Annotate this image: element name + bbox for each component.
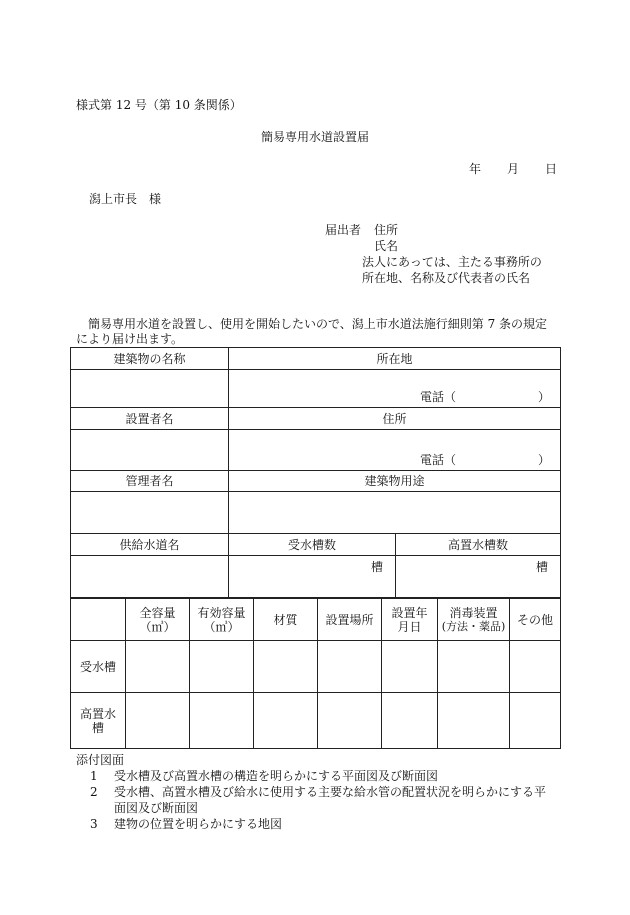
elevated-tank-unit: 槽 — [536, 560, 549, 574]
location-cell[interactable] — [229, 370, 561, 408]
elevated-total-capacity-cell[interactable] — [126, 693, 190, 749]
attachment-3-text: 建物の位置を明らかにする地図 — [114, 817, 283, 831]
building-name-header: 建築物の名称 — [71, 348, 229, 370]
elevated-location-cell[interactable] — [318, 693, 382, 749]
receiving-tank-row-label: 受水槽 — [71, 641, 126, 693]
body-text-line2: により届け出ます。 — [76, 332, 184, 346]
address-header: 住所 — [229, 408, 561, 430]
installer-name-cell[interactable] — [71, 430, 229, 471]
attachment-2-number: 2 — [90, 785, 98, 799]
elevated-disinfection-cell[interactable] — [438, 693, 510, 749]
elevated-tank-label-2: 槽 — [91, 720, 104, 735]
receiving-location-cell[interactable] — [318, 641, 382, 693]
building-use-header: 建築物用途 — [229, 471, 561, 492]
supply-name-cell[interactable] — [71, 556, 229, 598]
attachments-title: 添付図面 — [76, 753, 125, 767]
receiving-tank-count-cell[interactable] — [229, 556, 396, 598]
install-location-header: 設置場所 — [318, 599, 382, 641]
attachment-2-text-line2: 面図及び断面図 — [114, 801, 199, 815]
phone-close: ） — [538, 390, 551, 404]
date-month-label: 月 — [507, 162, 520, 176]
disinfection-header — [438, 599, 510, 641]
receiving-other-cell[interactable] — [510, 641, 561, 693]
applicant-note-line1: 法人にあっては、主たる事務所の — [362, 255, 542, 269]
receiving-total-capacity-cell[interactable] — [126, 641, 190, 693]
total-capacity-unit: （㎥） — [139, 619, 176, 634]
disinfection-label: 消毒装置 — [449, 605, 498, 620]
elevated-tank-row-label — [71, 693, 126, 749]
manager-name-header: 管理者名 — [71, 471, 229, 492]
other-header: その他 — [510, 599, 561, 641]
location-header: 所在地 — [229, 348, 561, 370]
supply-name-header: 供給水道名 — [71, 534, 229, 556]
spec-corner-cell — [71, 599, 126, 641]
tank-spec-table — [70, 598, 561, 749]
registration-table-upper — [70, 347, 561, 598]
attachment-1-text: 受水槽及び高置水槽の構造を明らかにする平面図及び断面図 — [114, 769, 439, 783]
material-header: 材質 — [254, 599, 318, 641]
elevated-install-date-cell[interactable] — [382, 693, 438, 749]
effective-capacity-header — [190, 599, 254, 641]
body-text-line1: 簡易専用水道を設置し、使用を開始したいので、潟上市水道法施行細則第 7 条の規定 — [76, 317, 548, 331]
effective-capacity-label: 有効容量 — [197, 605, 246, 620]
building-name-cell[interactable] — [71, 370, 229, 408]
effective-capacity-unit: （㎥） — [203, 619, 240, 634]
attachment-2-text-line1: 受水槽、高置水槽及び給水に使用する主要な給水管の配置状況を明らかにする平 — [114, 785, 547, 799]
phone-label: 電話（ — [420, 390, 457, 404]
elevated-tank-count-header: 高置水槽数 — [396, 534, 561, 556]
elevated-tank-count-cell[interactable] — [396, 556, 561, 598]
attachment-1-number: 1 — [90, 769, 98, 783]
applicant-address-label: 住所 — [374, 223, 399, 237]
total-capacity-label: 全容量 — [139, 605, 176, 620]
receiving-material-cell[interactable] — [254, 641, 318, 693]
applicant-name-label: 氏名 — [374, 239, 399, 253]
location-phone — [420, 390, 560, 404]
install-date-label-1: 設置年 — [391, 605, 428, 620]
receiving-tank-unit: 槽 — [370, 560, 383, 574]
form-number: 様式第 12 号（第 10 条関係） — [76, 98, 242, 112]
receiving-effective-capacity-cell[interactable] — [190, 641, 254, 693]
date-day-label: 日 — [545, 162, 558, 176]
install-date-header — [382, 599, 438, 641]
elevated-effective-capacity-cell[interactable] — [190, 693, 254, 749]
elevated-tank-label-1: 高置水 — [79, 706, 116, 721]
document-title: 簡易専用水道設置届 — [260, 130, 369, 144]
installer-name-header: 設置者名 — [71, 408, 229, 430]
attachment-3-number: 3 — [90, 817, 98, 831]
receiving-disinfection-cell[interactable] — [438, 641, 510, 693]
total-capacity-header — [126, 599, 190, 641]
phone-label: 電話（ — [420, 453, 457, 467]
date-year-label: 年 — [469, 162, 482, 176]
phone-close: ） — [538, 453, 551, 467]
disinfection-sublabel: (方法・薬品) — [441, 619, 506, 633]
elevated-other-cell[interactable] — [510, 693, 561, 749]
address-phone — [420, 453, 560, 467]
address-cell[interactable] — [229, 430, 561, 471]
manager-name-cell[interactable] — [71, 492, 229, 534]
elevated-material-cell[interactable] — [254, 693, 318, 749]
receiving-install-date-cell[interactable] — [382, 641, 438, 693]
building-use-cell[interactable] — [229, 492, 561, 534]
addressee: 潟上市長 様 — [89, 192, 162, 206]
applicant-label: 届出者 — [325, 223, 362, 237]
install-date-label-2: 月日 — [397, 619, 422, 634]
applicant-note-line2: 所在地、名称及び代表者の氏名 — [362, 271, 531, 285]
receiving-tank-count-header: 受水槽数 — [229, 534, 396, 556]
